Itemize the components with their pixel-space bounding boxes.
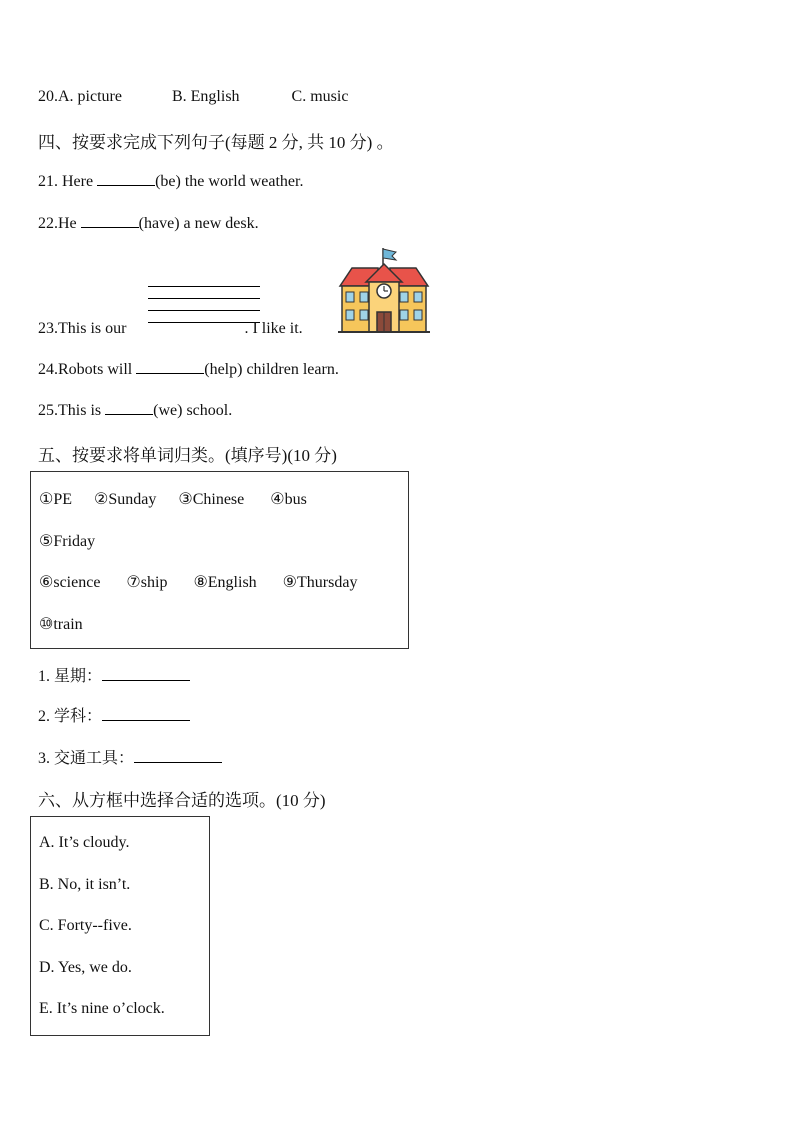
word-row: [39, 531, 113, 551]
section-4-title: 四、按要求完成下列句子(每题 2 分, 共 10 分) 。: [38, 133, 394, 152]
question-20: [38, 88, 348, 106]
options-box: [30, 816, 210, 1036]
question-number: 20.: [38, 88, 58, 105]
word-row: [39, 572, 375, 592]
school-building-icon: [336, 246, 432, 336]
answer-blank[interactable]: [105, 400, 153, 415]
word-item: ⑧English: [193, 574, 257, 591]
question-text: (help) children learn.: [204, 361, 339, 378]
question-text: 23.This is our: [38, 320, 131, 337]
section-5-title: 五、按要求将单词归类。(填序号)(10 分): [38, 446, 337, 465]
category-label: 2. 学科：: [38, 708, 103, 725]
question-text: 21. Here: [38, 173, 98, 190]
option-c: C. music: [291, 88, 349, 105]
word-row: [39, 489, 325, 509]
category-transport: [38, 745, 222, 768]
word-item: ③Chinese: [178, 491, 245, 508]
question-22: [38, 213, 259, 233]
category-label: 3. 交通工具：: [38, 750, 135, 767]
question-text: 22.He: [38, 215, 81, 232]
category-weekday: [38, 663, 190, 686]
answer-blank[interactable]: [134, 748, 222, 763]
answer-blank[interactable]: [136, 359, 204, 374]
option-item: E. It’s nine o’clock.: [39, 1000, 165, 1017]
word-item: ⑥science: [39, 574, 101, 591]
word-item: ②Sunday: [94, 491, 157, 508]
word-item: ⑩train: [39, 616, 83, 633]
word-item: ①PE: [39, 491, 73, 508]
word-item: ⑦ship: [126, 574, 168, 591]
question-text: (have) a new desk.: [138, 215, 259, 232]
question-23: [38, 320, 303, 338]
option-b: B. English: [171, 88, 240, 105]
answer-blank[interactable]: [102, 706, 190, 721]
section-6-title: 六、从方框中选择合适的选项。(10 分): [38, 791, 326, 810]
word-item: ⑨Thursday: [282, 574, 358, 591]
question-25: [38, 400, 232, 420]
question-text: 24.Robots will: [38, 361, 137, 378]
word-item: ④bus: [270, 491, 307, 508]
option-item: C. Forty--five.: [39, 917, 132, 934]
option-item: B. No, it isn’t.: [39, 876, 131, 893]
question-text: (we) school.: [153, 402, 233, 419]
option-a: A. picture: [58, 88, 122, 105]
question-24: [38, 359, 339, 379]
question-text: 25.This is: [38, 402, 106, 419]
word-row: [39, 614, 101, 634]
word-item: ⑤Friday: [39, 533, 96, 550]
category-label: 1. 星期：: [38, 668, 103, 685]
option-item: A. It’s cloudy.: [39, 834, 130, 851]
question-21: [38, 171, 303, 191]
question-text: (be) the world weather.: [155, 173, 304, 190]
word-bank-box: [30, 471, 409, 649]
option-item: D. Yes, we do.: [39, 959, 132, 976]
answer-blank[interactable]: [81, 213, 139, 228]
answer-blank[interactable]: [102, 666, 190, 681]
answer-blank[interactable]: [97, 171, 155, 186]
question-text: . I like it.: [244, 320, 303, 337]
category-subject: [38, 703, 190, 726]
